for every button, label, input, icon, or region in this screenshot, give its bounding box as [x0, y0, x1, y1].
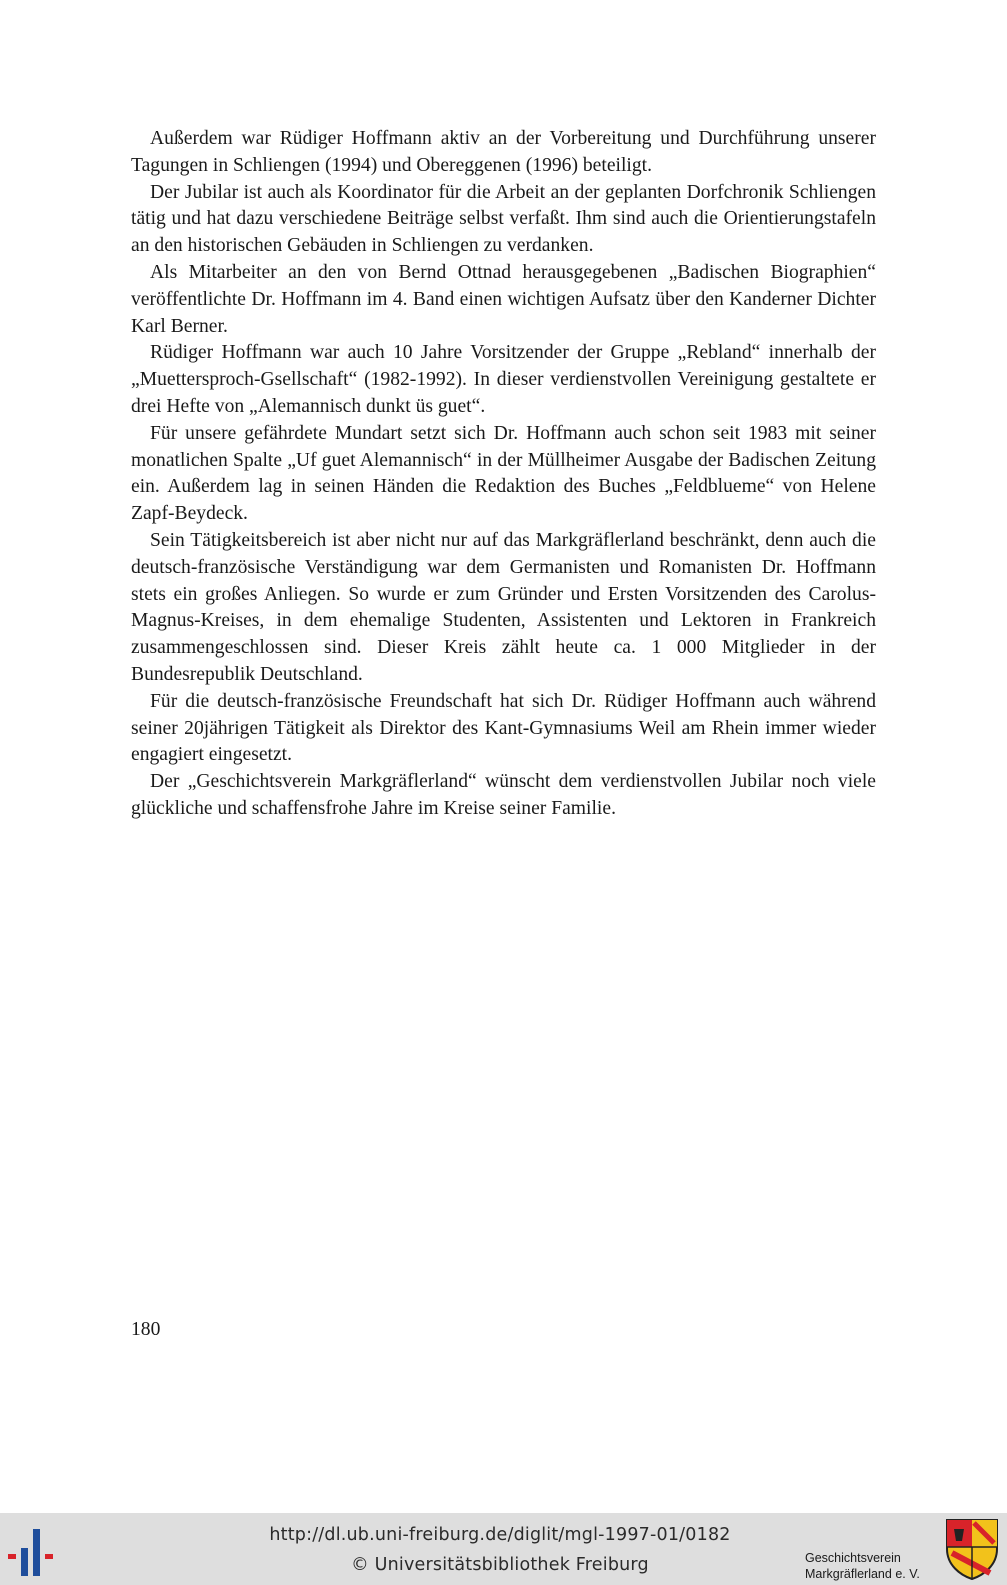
footer-copyright: © Universitätsbibliothek Freiburg	[351, 1555, 649, 1575]
society-name-line1: Geschichtsverein	[805, 1551, 901, 1565]
paragraph-4: Rüdiger Hoffmann war auch 10 Jahre Vorsitzender der Gruppe „Rebland“ innerhalb der „Muettersproch-Gsellschaft“ (1982-1992). In dieser verdienstvollen Vereinigung gestaltete er drei Hefte von „Alemannisch dunkt üs guet“.	[131, 342, 876, 417]
ub-freiburg-logo-icon	[6, 1521, 64, 1579]
society-name	[805, 1550, 940, 1582]
society-name-line2: Markgräflerland e. V.	[805, 1567, 920, 1581]
coat-of-arms-icon	[944, 1517, 1000, 1581]
paragraph-3: Als Mitarbeiter an den von Bernd Ottnad herausgegebenen „Badischen Biographien“ veröffentlichte Dr. Hoffmann im 4. Band einen wichtigen Aufsatz über den Kanderner Dichter Karl Berner.	[131, 261, 876, 337]
footer-bar	[0, 1513, 1007, 1585]
paragraph-1: Außerdem war Rüdiger Hoffmann aktiv an der Vorbereitung und Durchführung unserer Tagungen in Schliengen (1994) und Obereggenen (1996) beteiligt.	[131, 128, 876, 176]
paragraph-7: Für die deutsch-französische Freundschaft hat sich Dr. Rüdiger Hoffmann auch während seiner 20jährigen Tätigkeit als Direktor des Kant-Gymnasiums Weil am Rhein immer wieder engagiert eingesetzt.	[131, 690, 876, 766]
paragraph-8: Der „Geschichtsverein Markgräflerland“ wünscht dem verdienstvollen Jubilar noch viele glückliche und schaffensfrohe Jahre im Kreise seiner Familie.	[131, 771, 876, 819]
paragraph-6: Sein Tätigkeitsbereich ist aber nicht nur auf das Markgräflerland beschränkt, denn auch die deutsch-französische Verständigung war dem Germanisten und Romanisten Dr. Hoffmann stets ein großes Anliegen. So wurde er zum Gründer und Ersten Vorsitzenden des Carolus-Magnus-Kreises, in dem ehemalige Studenten, Assistenten und Lektoren in Frankreich zusammengeschlossen sind. Dieser Kreis zählt heute ca. 1 000 Mitglieder in der Bundesrepublik Deutschland.	[131, 529, 876, 685]
paragraph-2: Der Jubilar ist auch als Koordinator für die Arbeit an der geplanten Dorfchronik Schliengen tätig und hat dazu verschiedene Beiträge selbst verfaßt. Ihm sind auch die Orientierungstafeln an den historischen Gebäuden in Schliengen zu verdanken.	[131, 181, 876, 257]
article-body	[131, 126, 876, 823]
footer-url[interactable]: http://dl.ub.uni-freiburg.de/diglit/mgl-1997-01/0182	[269, 1525, 731, 1545]
page-number: 180	[131, 1319, 161, 1340]
paragraph-5: Für unsere gefährdete Mundart setzt sich Dr. Hoffmann auch schon seit 1983 mit seiner monatlichen Spalte „Uf guet Alemannisch“ in der Müllheimer Ausgabe der Badischen Zeitung ein. Außerdem lag in seinen Händen die Redaktion des Buches „Feldblueme“ von Helene Zapf-Beydeck.	[131, 422, 876, 525]
